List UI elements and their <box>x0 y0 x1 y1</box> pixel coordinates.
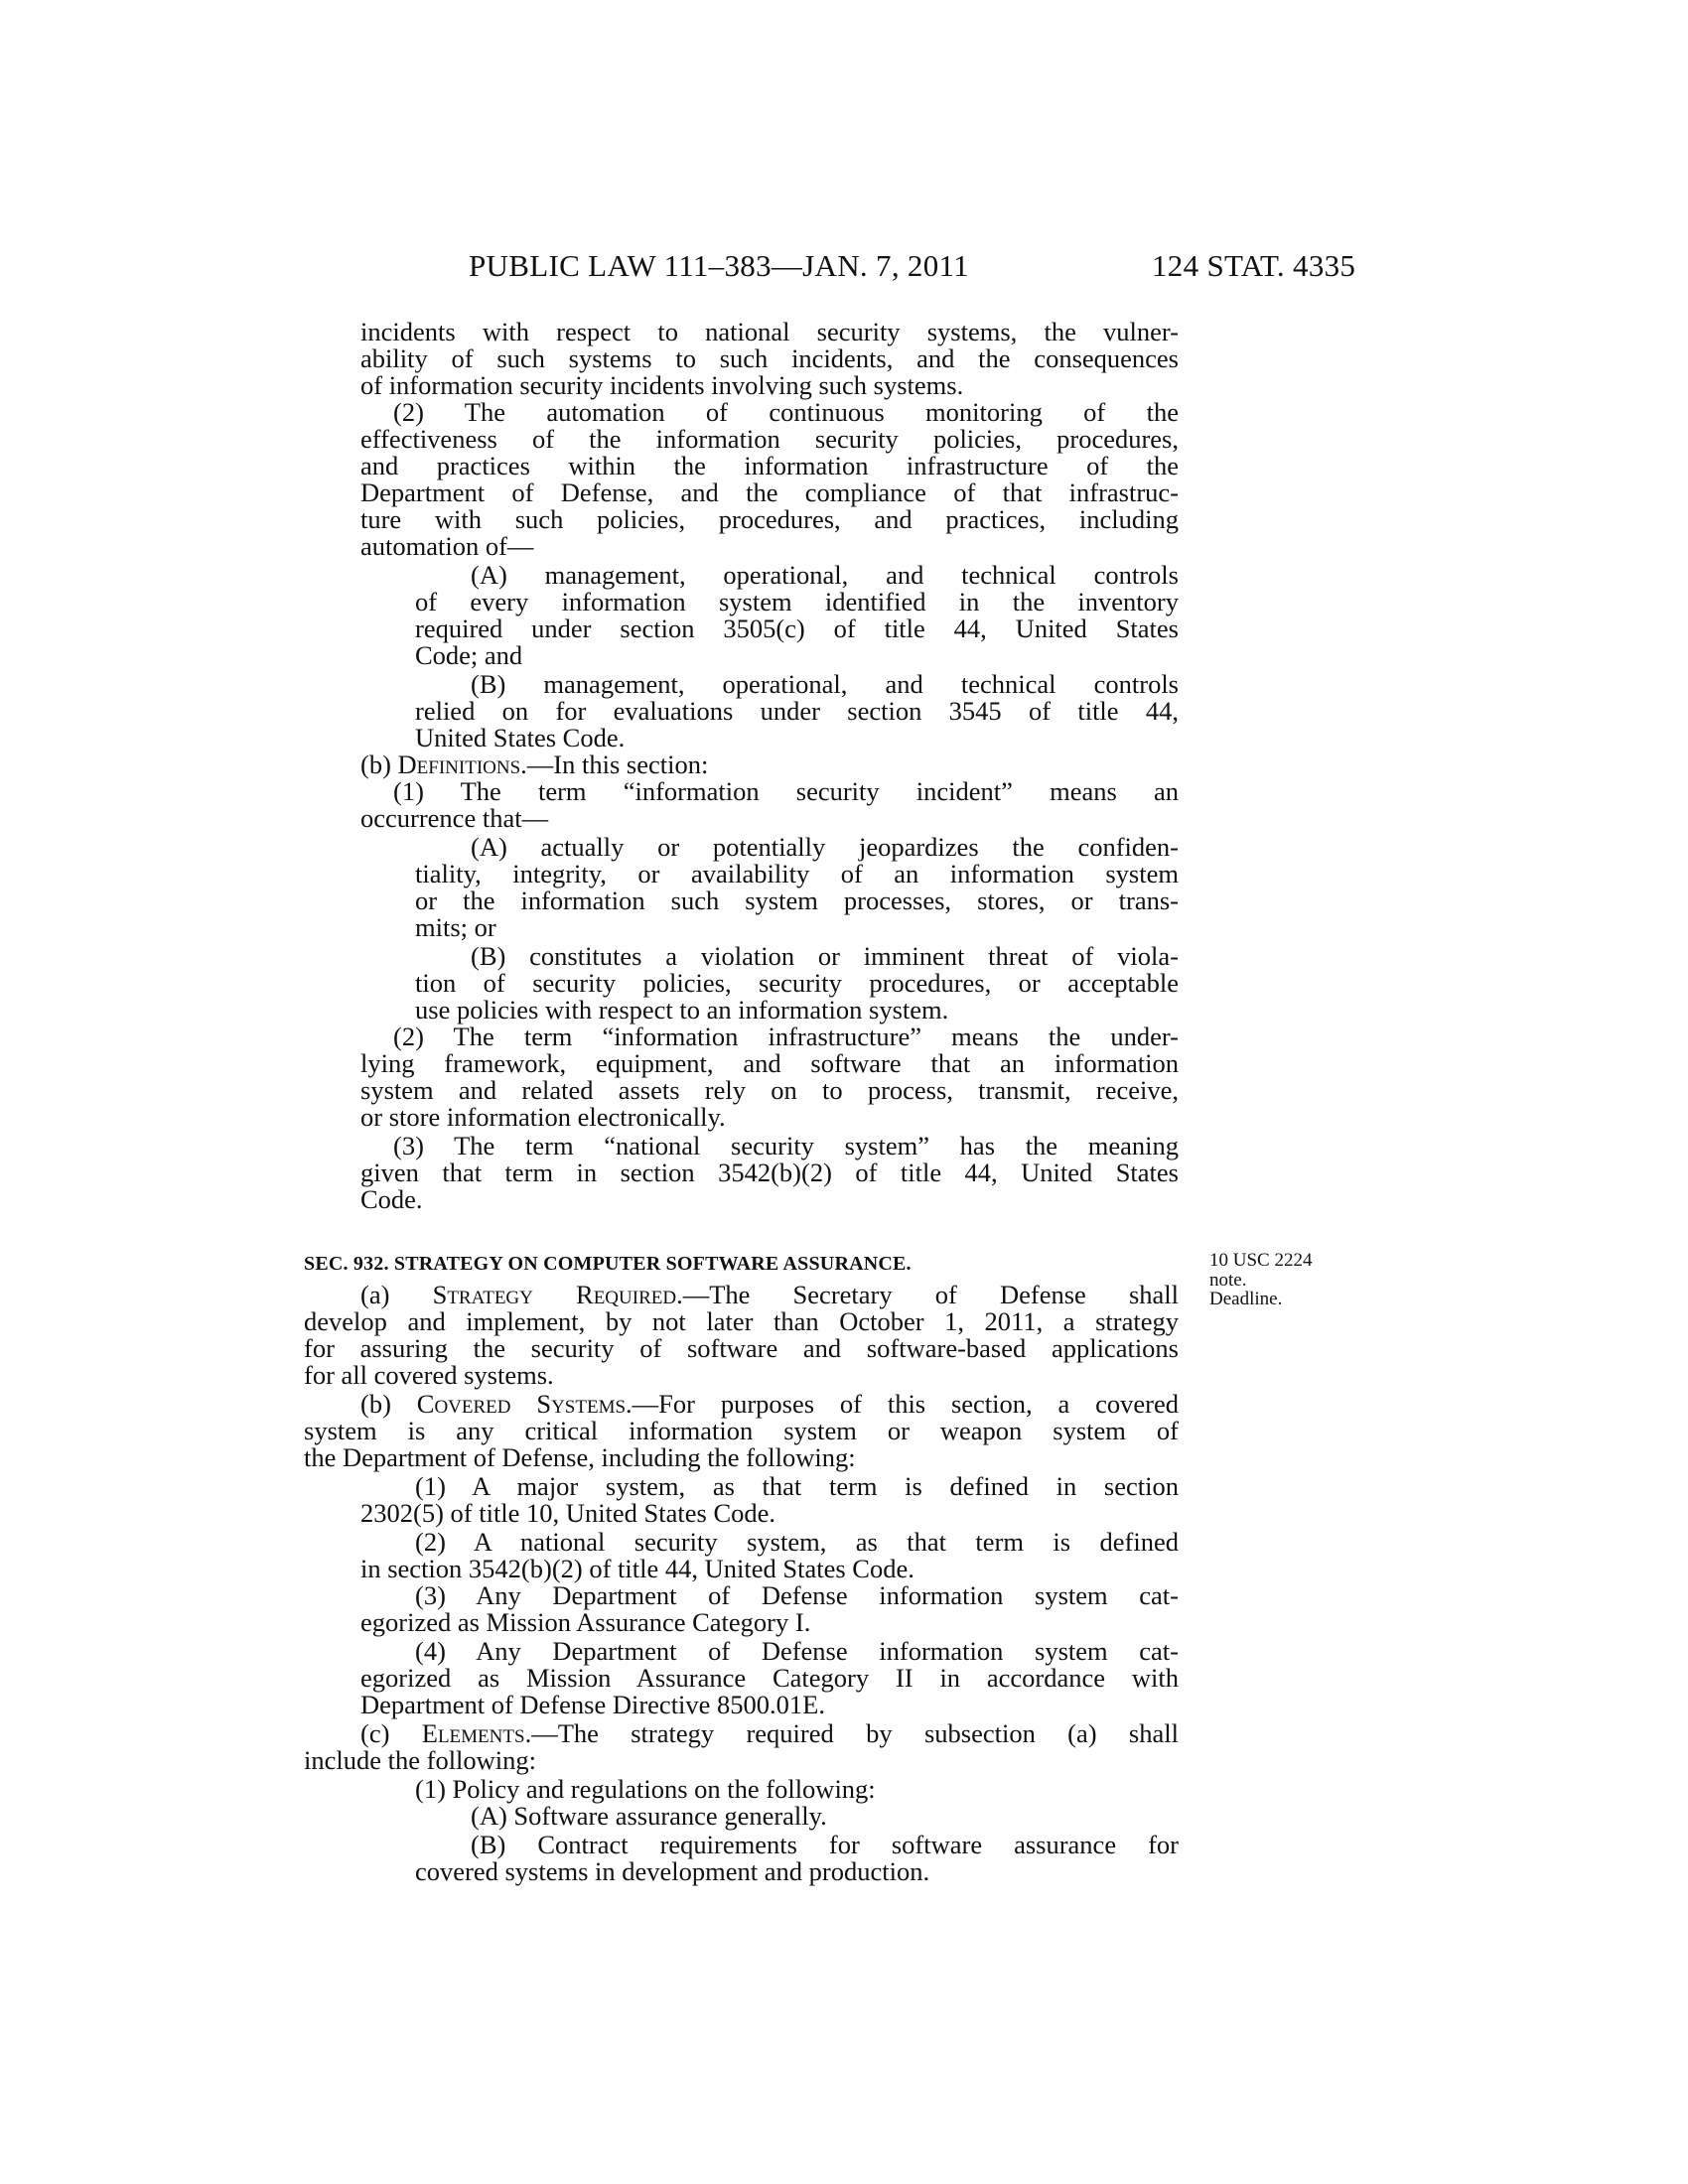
text-line: Code; and <box>415 640 523 670</box>
text-line: (2) The automation of continuous monitoring of the <box>393 397 1179 427</box>
text-line: ture with such policies, procedures, and practices, including <box>360 504 1179 534</box>
subsection-heading: (c) Elements.—The strategy required by subsection (a) shall <box>360 1718 1179 1748</box>
text-line: (2) The term “information infrastructure” means the under- <box>393 1022 1179 1051</box>
text-line: (B) constitutes a violation or imminent threat of viola- <box>471 941 1179 971</box>
subsection-heading: (a) Strategy Required.—The Secretary of Defense shall <box>360 1280 1180 1309</box>
text-line: relied on for evaluations under section 3545 of title 44, <box>415 696 1179 726</box>
text-line: (A) actually or potentially jeopardizes the confiden- <box>471 832 1179 862</box>
text-line: (1) The term “information security incident” means an <box>393 776 1179 806</box>
page-statute-number: 124 STAT. 4335 <box>1152 248 1356 283</box>
text-line: of every information system identified in the inventory <box>415 587 1179 616</box>
text-line: (3) The term “national security system” has the meaning <box>393 1131 1179 1160</box>
text-line: (B) management, operational, and technical controls <box>471 669 1179 699</box>
text-line: ability of such systems to such incidents, and the consequences <box>360 343 1179 373</box>
text-line: egorized as Mission Assurance Category I. <box>360 1607 811 1637</box>
margin-note-note: note. <box>1209 1270 1247 1291</box>
text-line: (1) Policy and regulations on the following: <box>415 1774 876 1804</box>
text-line: incidents with respect to national security systems, the vulner- <box>360 317 1179 346</box>
text-line: and practices within the information infrastructure of the <box>360 451 1179 480</box>
text-line: or store information electronically. <box>360 1102 726 1132</box>
text-line: egorized as Mission Assurance Category II in accordance with <box>360 1663 1179 1693</box>
text-line: 2302(5) of title 10, United States Code. <box>360 1498 776 1528</box>
margin-note-citation: 10 USC 2224 <box>1209 1250 1313 1271</box>
text-line: (2) A national security system, as that term is defined <box>415 1527 1179 1557</box>
text-line: automation of— <box>360 531 534 561</box>
text-line: United States Code. <box>415 723 626 752</box>
text-line: of information security incidents involving such systems. <box>360 370 964 400</box>
text-line: tion of security policies, security procedures, or acceptable <box>415 968 1179 998</box>
running-header-left: PUBLIC LAW 111–383—JAN. 7, 2011 <box>469 248 969 283</box>
text-line: Department of Defense Directive 8500.01E. <box>360 1690 825 1719</box>
text-line: given that term in section 3542(b)(2) of title 44, United States <box>360 1158 1179 1187</box>
text-line: the Department of Defense, including the following: <box>304 1442 856 1472</box>
subsection-heading: (b) Covered Systems.—For purposes of this section, a covered <box>360 1389 1179 1419</box>
section-heading: SEC. 932. STRATEGY ON COMPUTER SOFTWARE ASSURANCE. <box>304 1253 912 1275</box>
text-line: use policies with respect to an information system. <box>415 995 949 1024</box>
text-line: (4) Any Department of Defense information system cat- <box>415 1636 1179 1666</box>
text-line: required under section 3505(c) of title 44, United States <box>415 614 1179 643</box>
text-line: or the information such system processes, stores, or trans- <box>415 886 1179 915</box>
text-line: system and related assets rely on to process, transmit, receive, <box>360 1075 1179 1105</box>
text-line: effectiveness of the information security policies, procedures, <box>360 424 1179 454</box>
text-line: lying framework, equipment, and software that an information <box>360 1048 1179 1078</box>
text-line: tiality, integrity, or availability of an information system <box>415 859 1179 888</box>
text-line: (1) A major system, as that term is defined in section <box>415 1471 1179 1501</box>
text-line: for all covered systems. <box>304 1360 554 1390</box>
margin-note-deadline: Deadline. <box>1209 1289 1283 1309</box>
text-line: occurrence that— <box>360 803 549 833</box>
text-line: Department of Defense, and the compliance of that infrastruc- <box>360 478 1179 507</box>
text-line: (A) Software assurance generally. <box>471 1801 827 1831</box>
text-line: (B) Contract requirements for software assurance for <box>471 1830 1179 1859</box>
text-line: system is any critical information system or weapon system of <box>304 1416 1179 1445</box>
text-line: develop and implement, by not later than October 1, 2011, a strategy <box>304 1306 1179 1336</box>
text-line: include the following: <box>304 1745 537 1775</box>
text-line: (A) management, operational, and technical controls <box>471 560 1179 590</box>
text-line: (3) Any Department of Defense information system cat- <box>415 1580 1179 1610</box>
text-line: mits; or <box>415 912 496 942</box>
subsection-heading: (b) Definitions.—In this section: <box>360 750 709 779</box>
text-line: in section 3542(b)(2) of title 44, United States Code. <box>360 1554 914 1583</box>
text-line: Code. <box>360 1184 423 1214</box>
text-line: covered systems in development and production. <box>415 1856 930 1886</box>
text-line: for assuring the security of software and software-based applications <box>304 1333 1179 1363</box>
